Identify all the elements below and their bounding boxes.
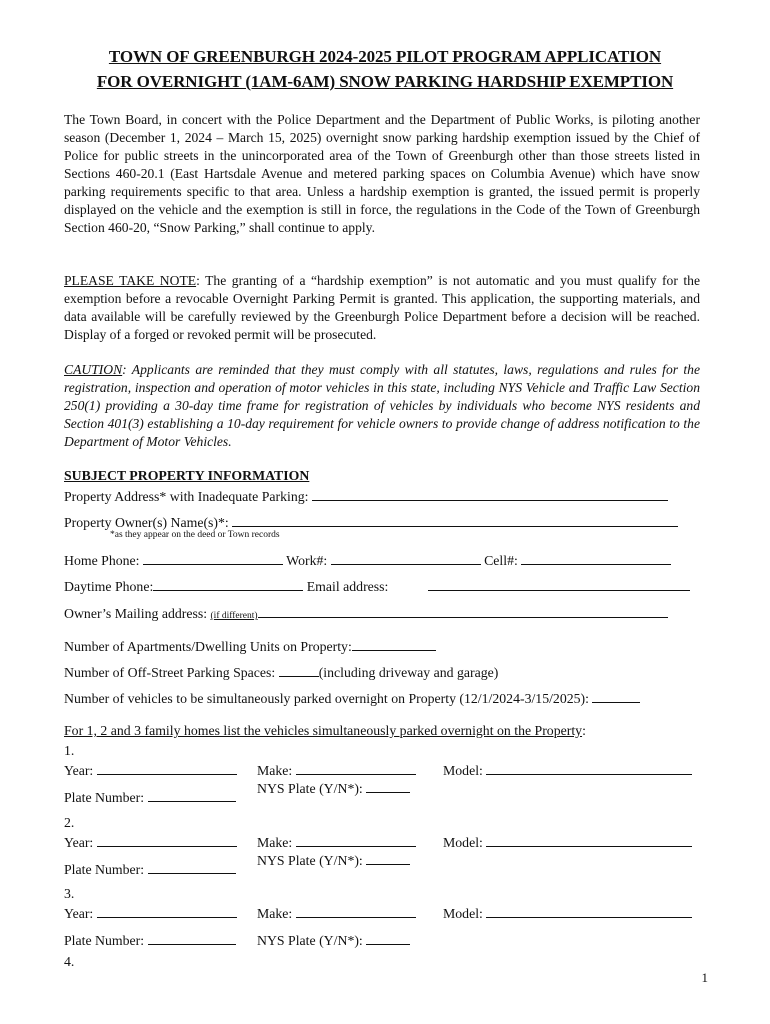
property-address-label: Property Address* with Inadequate Parking: <box>64 489 309 504</box>
mailing-address-field[interactable] <box>258 604 668 618</box>
vehicles-count-row <box>64 689 640 707</box>
note-label: PLEASE TAKE NOTE <box>64 273 197 288</box>
vehicle-3-plate <box>64 931 236 949</box>
vehicles-count-label: Number of vehicles to be simultaneously parked overnight on Property (12/1/2024-3/15/2025): <box>64 691 589 706</box>
vehicle-3-nys-field[interactable] <box>366 931 410 945</box>
vehicle-2-number: 2. <box>64 815 75 830</box>
vehicle-3-model <box>443 904 692 922</box>
cell-phone-label: Cell#: <box>484 553 518 568</box>
property-address-field[interactable] <box>312 487 668 501</box>
vehicle-1-year-field[interactable] <box>97 761 237 775</box>
units-row <box>64 637 436 655</box>
vehicles-intro <box>64 723 586 739</box>
note-text: : The granting of a “hardship exemption” is not automatic and you must qualify for the exemption before a revocable Overnight Parking Permit is granted. This application, the supporting materials, and data available will be carefully reviewed by the Greenburgh Police Department before a decision will be reached. Display of a forged or revoked permit will be prosecuted. <box>64 273 700 342</box>
offstreet-field[interactable] <box>279 663 319 677</box>
vehicle-3-model-field[interactable] <box>486 904 692 918</box>
mailing-address-row <box>64 604 668 622</box>
owner-name-note: *as they appear on the deed or Town records <box>110 530 280 540</box>
vehicle-2-make-label: Make: <box>257 835 293 850</box>
vehicle-1-plate-label: Plate Number: <box>64 790 145 805</box>
note-paragraph <box>64 272 700 344</box>
vehicle-2-year-field[interactable] <box>97 833 237 847</box>
home-phone-field[interactable] <box>143 551 283 565</box>
vehicle-2-make-field[interactable] <box>296 833 416 847</box>
owner-name-field[interactable] <box>232 513 678 527</box>
vehicle-1-year-label: Year: <box>64 763 94 778</box>
vehicle-2-nys-field[interactable] <box>366 851 410 865</box>
document-title-line2: FOR OVERNIGHT (1AM-6AM) SNOW PARKING HARDSHIP EXEMPTION <box>96 72 674 91</box>
vehicle-2-year <box>64 833 237 851</box>
mailing-address-label: Owner’s Mailing address: <box>64 606 208 621</box>
email-field-wrap <box>428 577 690 595</box>
vehicle-1-model-label: Model: <box>443 763 483 778</box>
vehicle-2-plate-label: Plate Number: <box>64 862 145 877</box>
work-phone-field[interactable] <box>331 551 481 565</box>
offstreet-suffix: (including driveway and garage) <box>318 665 499 680</box>
units-label: Number of Apartments/Dwelling Units on Property: <box>64 639 352 654</box>
phone-row <box>64 551 671 569</box>
vehicles-count-field[interactable] <box>592 689 640 703</box>
mailing-address-note: (if different) <box>210 611 258 621</box>
vehicle-3-year-label: Year: <box>64 906 94 921</box>
page-number: 1 <box>701 970 708 985</box>
vehicles-intro-text: For 1, 2 and 3 family homes list the vehicles simultaneously parked overnight on the Property <box>64 723 583 738</box>
vehicle-3-year <box>64 904 237 922</box>
vehicle-1-model <box>443 761 692 779</box>
cell-phone-field[interactable] <box>521 551 671 565</box>
vehicle-1-plate <box>64 788 236 806</box>
vehicle-1-plate-field[interactable] <box>148 788 236 802</box>
vehicle-3-plate-label: Plate Number: <box>64 933 145 948</box>
document-title-line1: TOWN OF GREENBURGH 2024-2025 PILOT PROGRAM APPLICATION <box>108 47 662 66</box>
vehicle-2-model-field[interactable] <box>486 833 692 847</box>
vehicle-3-make-label: Make: <box>257 906 293 921</box>
vehicle-3-make-field[interactable] <box>296 904 416 918</box>
vehicle-2-nys <box>257 851 410 869</box>
vehicle-2-year-label: Year: <box>64 835 94 850</box>
vehicle-3-model-label: Model: <box>443 906 483 921</box>
vehicle-2-model-label: Model: <box>443 835 483 850</box>
vehicle-1-make <box>257 761 416 779</box>
daytime-phone-label: Daytime Phone: <box>64 579 154 594</box>
vehicle-3-make <box>257 904 416 922</box>
vehicle-1-nys-label: NYS Plate (Y/N*): <box>257 781 363 796</box>
vehicle-1-model-field[interactable] <box>486 761 692 775</box>
vehicle-3-nys <box>257 931 410 949</box>
caution-label: CAUTION <box>64 362 123 377</box>
subject-heading: SUBJECT PROPERTY INFORMATION <box>64 468 310 483</box>
home-phone-label: Home Phone: <box>64 553 140 568</box>
property-address-row <box>64 487 668 505</box>
offstreet-row <box>64 663 498 681</box>
vehicle-2-nys-label: NYS Plate (Y/N*): <box>257 853 363 868</box>
owner-name-label: Property Owner(s) Name(s)*: <box>64 515 229 530</box>
vehicle-2-plate-field[interactable] <box>148 860 236 874</box>
daytime-email-row <box>64 577 388 595</box>
vehicle-2-plate <box>64 860 236 878</box>
caution-paragraph <box>64 361 700 451</box>
vehicle-1-nys-field[interactable] <box>366 779 410 793</box>
caution-text: : Applicants are reminded that they must comply with all statutes, laws, regulations and rules for the registration, inspection and operation of motor vehicles in this state, including NYS Vehicle and Traffic Law Section 250(1) providing a 30-day time frame for registration of vehicles by individuals who become NYS residents and Section 401(3) establishing a 10-day requirement for vehicle owners to provide change of address notification to the Department of Motor Vehicles. <box>64 362 700 449</box>
vehicle-4-number: 4. <box>64 954 75 969</box>
vehicle-3-year-field[interactable] <box>97 904 237 918</box>
vehicle-3-nys-label: NYS Plate (Y/N*): <box>257 933 363 948</box>
vehicle-1-make-field[interactable] <box>296 761 416 775</box>
email-field[interactable] <box>428 577 690 591</box>
vehicle-1-nys <box>257 779 410 797</box>
vehicle-2-make <box>257 833 416 851</box>
vehicle-1-make-label: Make: <box>257 763 293 778</box>
intro-paragraph: The Town Board, in concert with the Police Department and the Department of Public Works, is piloting another season (December 1, 2024 – March 15, 2025) overnight snow parking hardship exemption issued by the Chief of Police for public streets in the unincorporated area of the Town of Greenburgh other than those streets listed in Sections 460-20.1 (East Hartsdale Avenue and metered parking spaces on Columbia Avenue) which have snow parking requirements specific to that area. Unless a hardship exemption is granted, the issued permit is properly displayed on the vehicle and the exemption is still in force, the regulations in the Code of the Town of Greenburgh Section 460-20, “Snow Parking,” shall continue to apply. <box>64 112 700 235</box>
vehicle-2-model <box>443 833 692 851</box>
vehicle-1-year <box>64 761 237 779</box>
work-phone-label: Work#: <box>286 553 328 568</box>
vehicle-3-plate-field[interactable] <box>148 931 236 945</box>
vehicle-1-number: 1. <box>64 743 75 758</box>
units-field[interactable] <box>352 637 436 651</box>
email-label: Email address: <box>306 579 389 594</box>
vehicles-intro-colon: : <box>582 723 586 738</box>
owner-name-row <box>64 513 678 531</box>
vehicle-3-number: 3. <box>64 886 75 901</box>
daytime-phone-field[interactable] <box>153 577 303 591</box>
offstreet-label: Number of Off-Street Parking Spaces: <box>64 665 276 680</box>
